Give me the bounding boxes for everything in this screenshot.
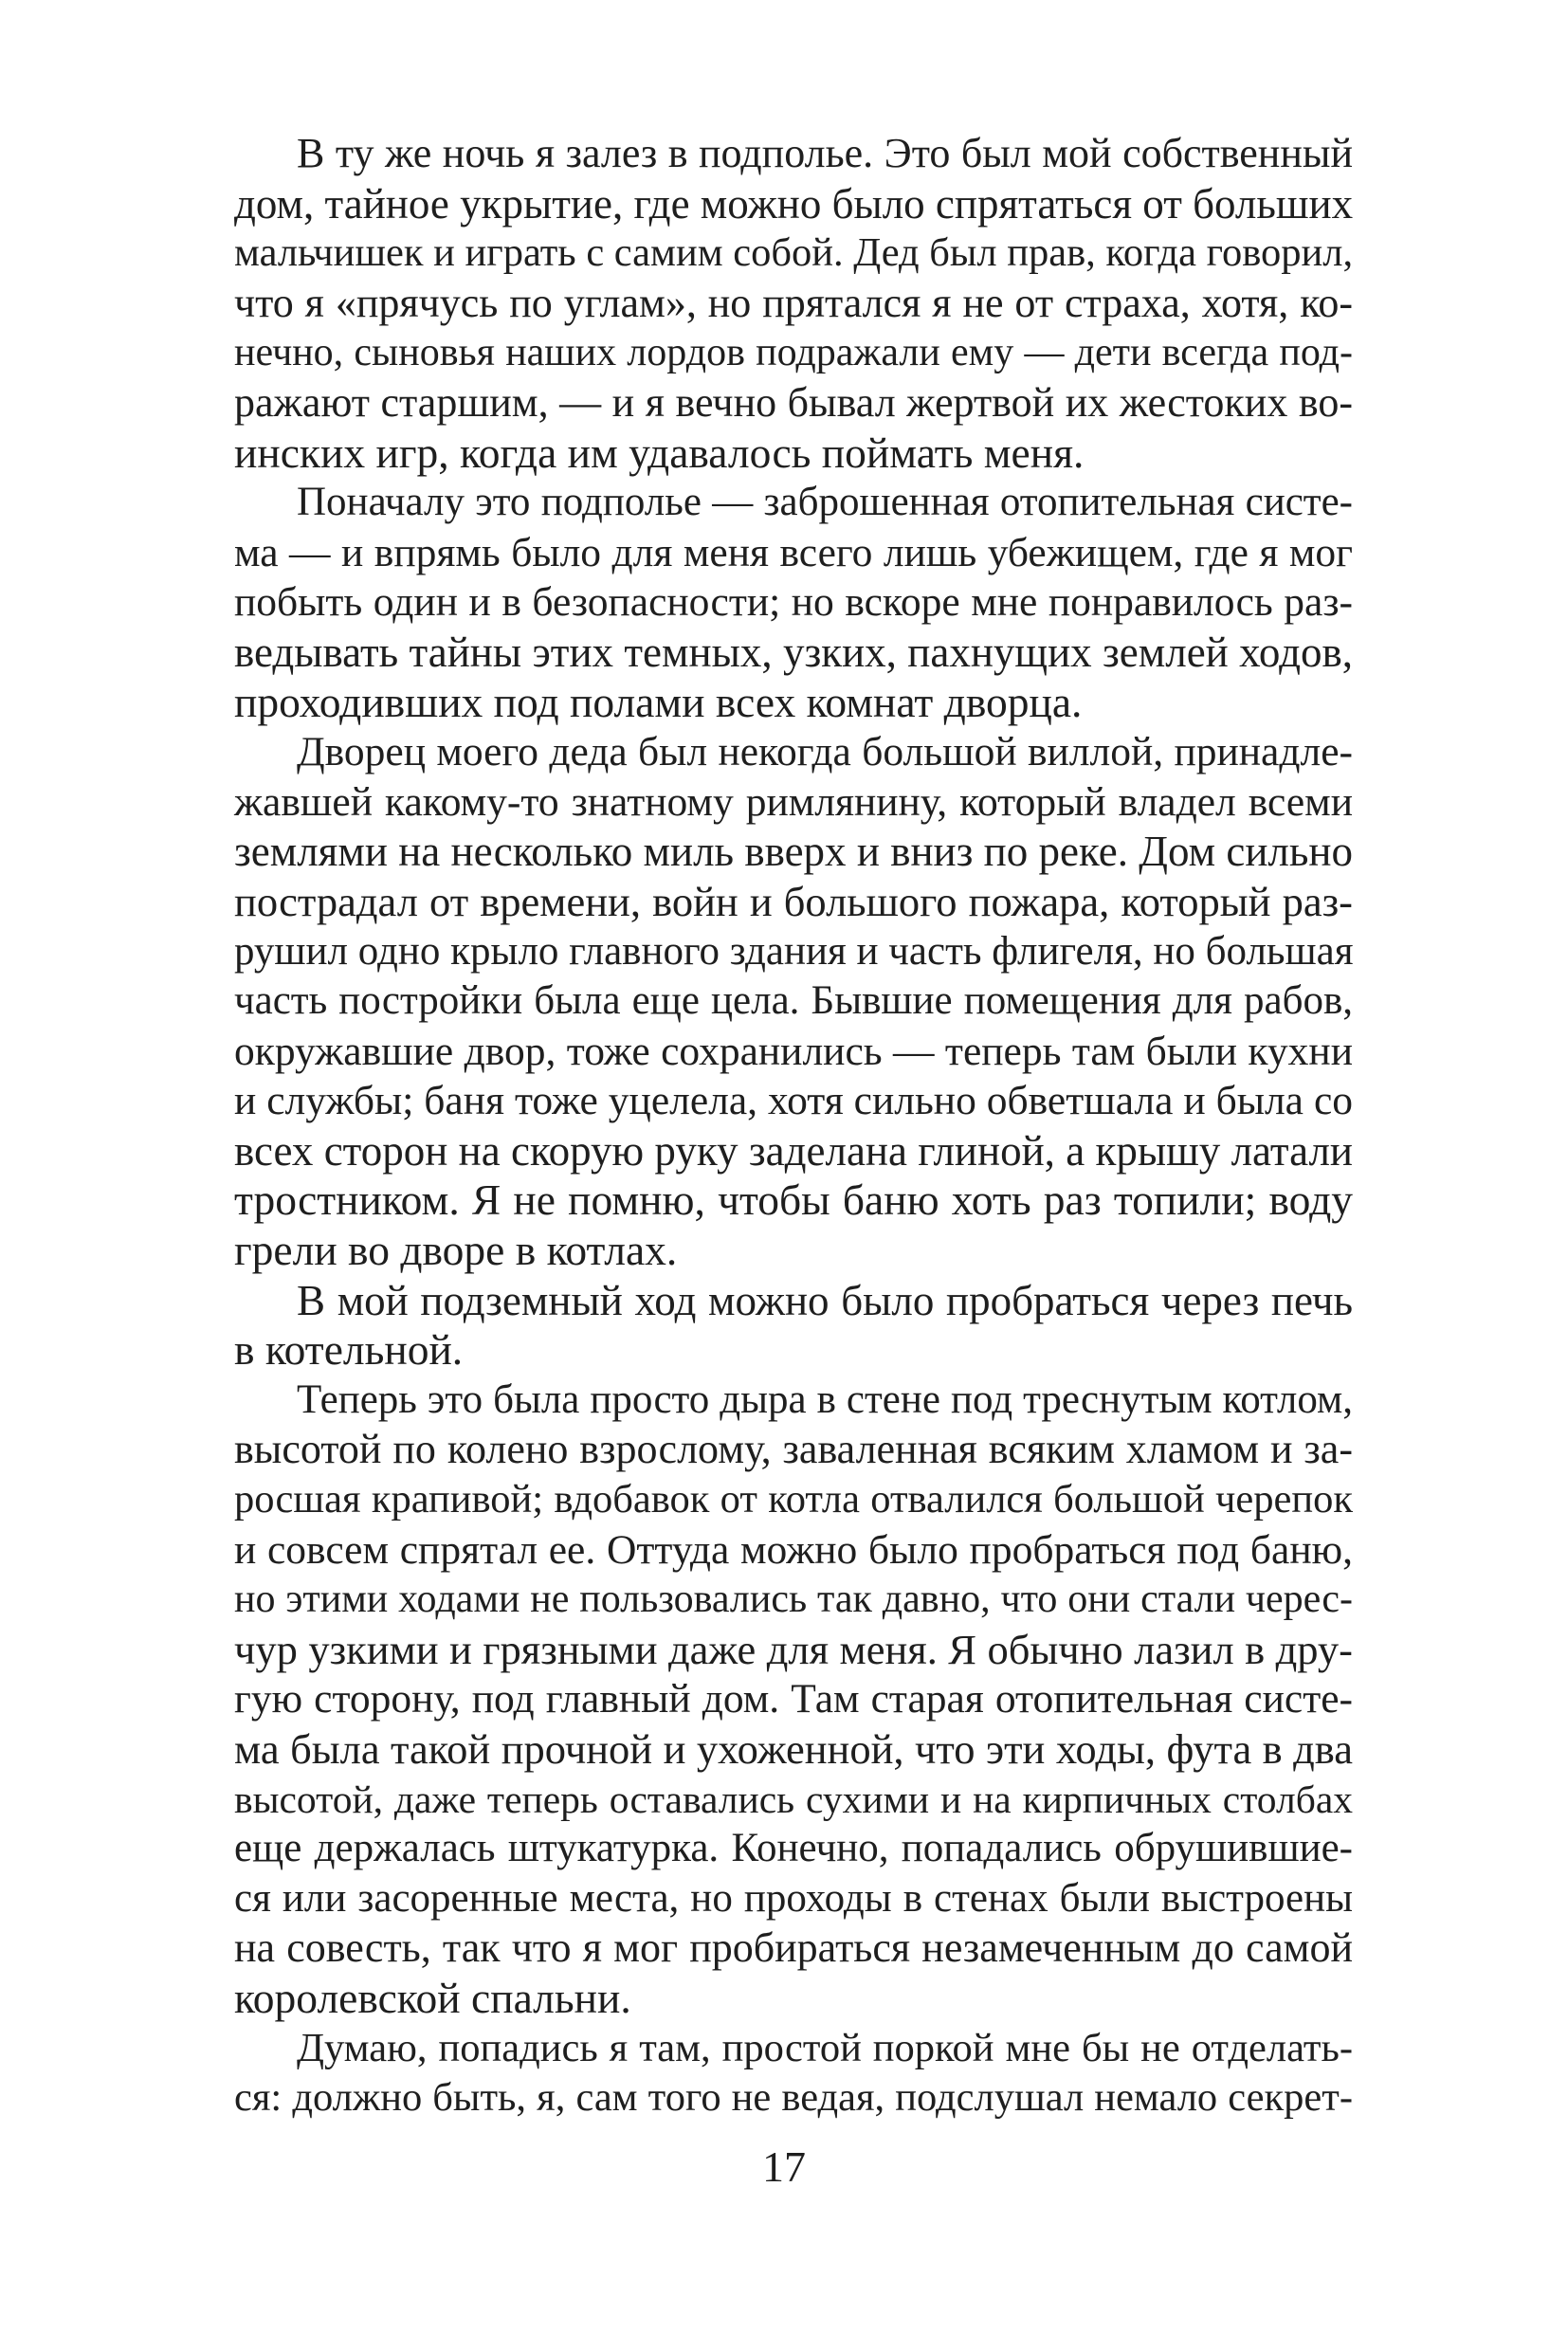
text-line: Думаю, попадись я там, простой поркой мне бы не отделать-: [297, 2025, 1353, 2070]
text-line: ведывать тайны этих темных, узких, пахнущих землей ходов,: [234, 628, 1353, 676]
text-line: росшая крапивой; вдобавок от котла отвалился большой черепок: [234, 1477, 1353, 1522]
paragraph: [234, 129, 1353, 478]
text-line: высотой по колено взрослому, заваленная всяким хламом и за-: [234, 1426, 1353, 1473]
text-line: рушил одно крыло главного здания и часть флигеля, но большая: [234, 928, 1354, 974]
text-line: высотой, даже теперь оставались сухими и на кирпичных столбах: [234, 1777, 1353, 1821]
text-line: ма — и впрямь было для меня всего лишь убежищем, где я мог: [234, 529, 1353, 575]
text-line: окружавшие двор, тоже сохранились — теперь там были кухни: [234, 1028, 1353, 1074]
text-line: грели во дворе в котлах.: [234, 1226, 678, 1275]
text-line: проходивших под полами всех комнат дворца.: [234, 677, 1083, 726]
text-line: дом, тайное укрытие, где можно было спрятаться от больших: [234, 179, 1354, 228]
paragraph: [234, 478, 1353, 727]
paragraph: [234, 727, 1353, 1276]
text-line: жавшей какому-то знатному римлянину, который владел всеми: [234, 778, 1353, 825]
text-line: ма была такой прочной и ухоженной, что эти ходы, фута в два: [234, 1725, 1353, 1773]
text-line: ся: должно быть, я, сам того не ведая, подслушал немало секрет-: [234, 2075, 1353, 2121]
text-line: часть постройки была еще цела. Бывшие помещения для рабов,: [234, 978, 1353, 1024]
text-line: Теперь это была просто дыра в стене под треснутым котлом,: [297, 1376, 1353, 1422]
text-line: ся или засоренные места, но проходы в стенах были выстроены: [234, 1875, 1353, 1921]
text-line: и службы; баня тоже уцелела, хотя сильно обветшала и была со: [234, 1078, 1353, 1124]
text-line: тростником. Я не помню, чтобы баню хоть раз топили; воду: [234, 1176, 1353, 1225]
page-number: 17: [762, 2142, 806, 2191]
paragraph: [234, 1376, 1353, 2024]
text-line: гую сторону, под главный дом. Там старая отопительная систе-: [234, 1676, 1353, 1722]
text-line: но этими ходами не пользовались так давно, что они стали черес-: [234, 1577, 1353, 1622]
text-line: нечно, сыновья наших лордов подражали ему — дети всегда под-: [234, 331, 1353, 375]
text-line: на совесть, так что я мог пробираться незамеченным до самой: [234, 1924, 1353, 1972]
text-line: что я «прячусь по углам», но прятался я не от страха, хотя, ко-: [234, 279, 1353, 326]
text-line: В ту же ночь я залез в подполье. Это был мой собственный: [297, 130, 1353, 176]
text-line: Дворец моего деда был некогда большой виллой, принадле-: [297, 729, 1353, 775]
text-line: королевской спальни.: [234, 1973, 631, 2022]
text-line: пострадал от времени, войн и большого пожара, который раз-: [234, 877, 1353, 925]
text-line: и совсем спрятал ее. Оттуда можно было пробраться под баню,: [234, 1526, 1353, 1573]
text-line: еще держалась штукатурка. Конечно, попадались обрушившие-: [234, 1826, 1353, 1871]
paragraph: [234, 2024, 1353, 2123]
text-line: побыть один и в безопасности; но вскоре мне понравилось раз-: [234, 579, 1353, 626]
text-line: чур узкими и грязными даже для меня. Я обычно лазил в дру-: [234, 1625, 1353, 1673]
body-text: [234, 129, 1353, 2123]
text-line: в котельной.: [234, 1325, 464, 1375]
paragraph: [234, 1276, 1353, 1376]
text-line: мальчишек и играть с самим собой. Дед был прав, когда говорил,: [234, 230, 1354, 276]
text-line: землями на несколько миль вверх и вниз по реке. Дом сильно: [234, 828, 1353, 876]
text-line: ражают старшим, — и я вечно бывал жертвой их жестоких во-: [234, 378, 1353, 426]
text-line: В мой подземный ход можно было пробраться через печь: [297, 1276, 1353, 1324]
text-line: Поначалу это подполье — заброшенная отопительная систе-: [297, 480, 1353, 525]
text-line: всех сторон на скорую руку заделана глиной, а крышу латали: [234, 1126, 1353, 1175]
text-line: инских игр, когда им удавалось поймать меня.: [234, 428, 1085, 477]
